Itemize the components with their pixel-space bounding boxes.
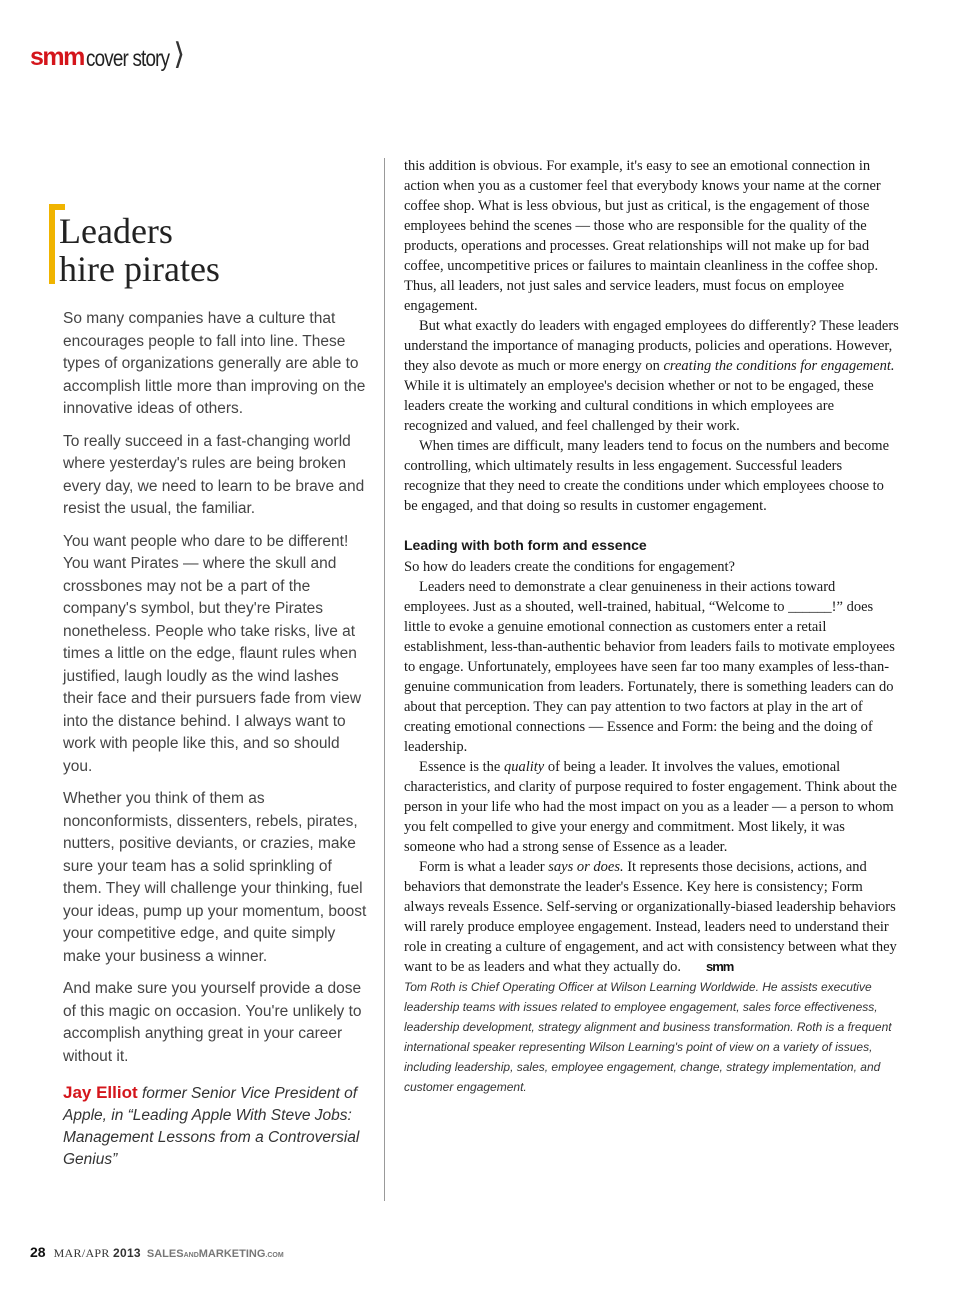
body-emphasis: says or does.	[548, 859, 624, 875]
sidebar-title	[59, 200, 369, 288]
sidebar-body	[49, 308, 369, 1068]
main-column	[404, 156, 900, 1097]
body-text: Form is what a leader	[419, 859, 549, 875]
body-paragraph	[404, 316, 900, 436]
mag-com: .COM	[265, 1252, 284, 1259]
body-paragraph: When times are difficult, many leaders tend to focus on the numbers and become controlling, which ultimately results in less engagement. Successful leaders recognize that they need to create the conditions under which employees choose to be engaged, and that doing so results in customer engagement.	[404, 438, 890, 514]
sidebar-title-line-1: Leaders	[59, 211, 173, 251]
mag-and: AND	[183, 1252, 199, 1259]
section-label: cover story	[85, 45, 170, 71]
body-text: Essence is the	[419, 759, 504, 775]
body-paragraph: Leaders need to demonstrate a clear genuineness in their actions toward employees. Just as a shouted, well-trained, habitual, “Welcome to ______!” does little to evoke a genuine emotional connection as customers enter a retail establishment, less-than-authentic behavior from leaders fails to motivate employees to engage. Unfortunately, employees have seen far too many examples of less-than-genuine communication from leaders. Fortunately, there is something leaders can do about that perception. They can pay attention to two factors at play in the art of creating emotional connections — Essence and Form: the being and the doing of leadership.	[404, 579, 895, 755]
page-number: 28	[30, 1244, 46, 1260]
body-text: of being a leader. It involves the values, emotional characteristics, and clarity of purpose required to foster engagement. Think about the person in your life who had the most impact on you as a leader — a person to whom you felt compelled to give your energy and commitment. Most likely, it was someone who had a strong sense of Essence as a leader.	[404, 759, 897, 855]
sidebar-paragraph: So many companies have a culture that encourages people to fall into line. These types of organizations generally are able to accomplish little more than improving on the innovative ideas of others.	[63, 310, 366, 417]
quote-author: Jay Elliot	[63, 1083, 138, 1102]
body-text: While it is ultimately an employee's decision whether or not to be engaged, these leaders create the working and cultural conditions in which employees are recognized and valued, and feel challenged by their work.	[404, 378, 874, 434]
sidebar-title-block	[49, 200, 369, 288]
sidebar-paragraph: Whether you think of them as nonconformists, dissenters, rebels, pirates, nutters, positive deviants, or crazies, make sure your team has a solid sprinkling of them. They will challenge your thinking, fuel your ideas, pump up your momentum, boost your competitive edge, and quite simply make your business a winner.	[63, 790, 367, 965]
body-text: It represents those decisions, actions, and behaviors that demonstrate the leader's Essence. Key here is consistency; Form always reveals Essence. Self-serving or organizationally-biased leadership behaviors will rarely produce employee engagement. Instead, leaders need to understand their role in creating a culture of engagement, and act with consistency between what they want to be as leaders and what they actually do.	[404, 859, 897, 975]
chevron-right-icon: ⟩	[173, 38, 186, 71]
body-paragraph: So how do leaders create the conditions for engagement?	[404, 559, 735, 575]
page-footer	[30, 1244, 284, 1261]
sidebar-paragraph: You want people who dare to be different! You want Pirates — where the skull and crossbones may not be a part of the company's symbol, but they're Pirates nonetheless. People who take risks, live at times a little on the edge, flaunt rules when justified, laugh loudly as the wind lashes their face and their pursuers fade from view into the distance behind. I always want to work with people like this, and so should you.	[63, 532, 362, 775]
body-paragraph: this addition is obvious. For example, it's easy to see an emotional connection in action when you as a customer feel that everybody knows your name at the corner coffee shop. What is less obvious, but just as critical, is the engagement of those employees behind the scenes — those who are responsible for the quality of the products, operations and processes. Great relationships will not make up for bad coffee, uncompetitive prices or failures to maintain cleanliness in the coffee shop. Thus, all leaders, not just sales and service leaders, must focus on employee engagement.	[404, 158, 881, 314]
sidebar-paragraph: And make sure you yourself provide a dose of this magic on occasion. You're unlikely to accomplish anything great in your career without it.	[63, 980, 362, 1065]
brand-logo: smm	[30, 43, 84, 71]
sidebar-attribution	[49, 1082, 369, 1171]
body-text: But what exactly do leaders with engaged employees do differently? These leaders understand the importance of managing products, policies and operations. However, they also devote as much or more energy on	[404, 318, 899, 374]
body-emphasis: quality	[503, 759, 545, 775]
column-divider	[384, 158, 385, 1201]
body-paragraph	[404, 757, 900, 857]
author-bio: Tom Roth is Chief Operating Officer at Wilson Learning Worldwide. He assists executive leadership teams with issues related to employee engagement, sales force effectiveness, leadership development, strategy alignment and business transformation. Roth is a frequent international speaker representing Wilson Learning's point of view on a variety of issues, including leadership, sales, employee engagement, change, strategy implementation, and customer engagement.	[404, 980, 892, 1094]
issue-year: 2013	[113, 1246, 141, 1260]
end-mark-logo: smm	[706, 959, 734, 974]
corner-bracket-icon	[49, 204, 65, 284]
issue-month: MAR/APR	[53, 1246, 113, 1260]
issue-date	[54, 1246, 141, 1261]
sidebar-paragraph: To really succeed in a fast-changing world where yesterday's rules are being broken every day, we need to learn to be brave and resist the usual, the familiar.	[63, 432, 365, 517]
body-paragraph	[404, 857, 900, 977]
page-header	[30, 30, 185, 70]
body-emphasis: creating the conditions for engagement.	[663, 358, 895, 374]
sidebar	[49, 200, 369, 1171]
sidebar-title-line-2: hire pirates	[59, 249, 220, 289]
mag-sales: SALES	[146, 1248, 184, 1260]
magazine-url	[147, 1248, 284, 1260]
section-heading: Leading with both form and essence	[404, 537, 647, 553]
mag-marketing: MARKETING	[198, 1248, 266, 1260]
quote-source: former Senior Vice President of Apple, in “Leading Apple With Steve Jobs: Management Lessons from a Controversial Genius”	[63, 1085, 360, 1168]
